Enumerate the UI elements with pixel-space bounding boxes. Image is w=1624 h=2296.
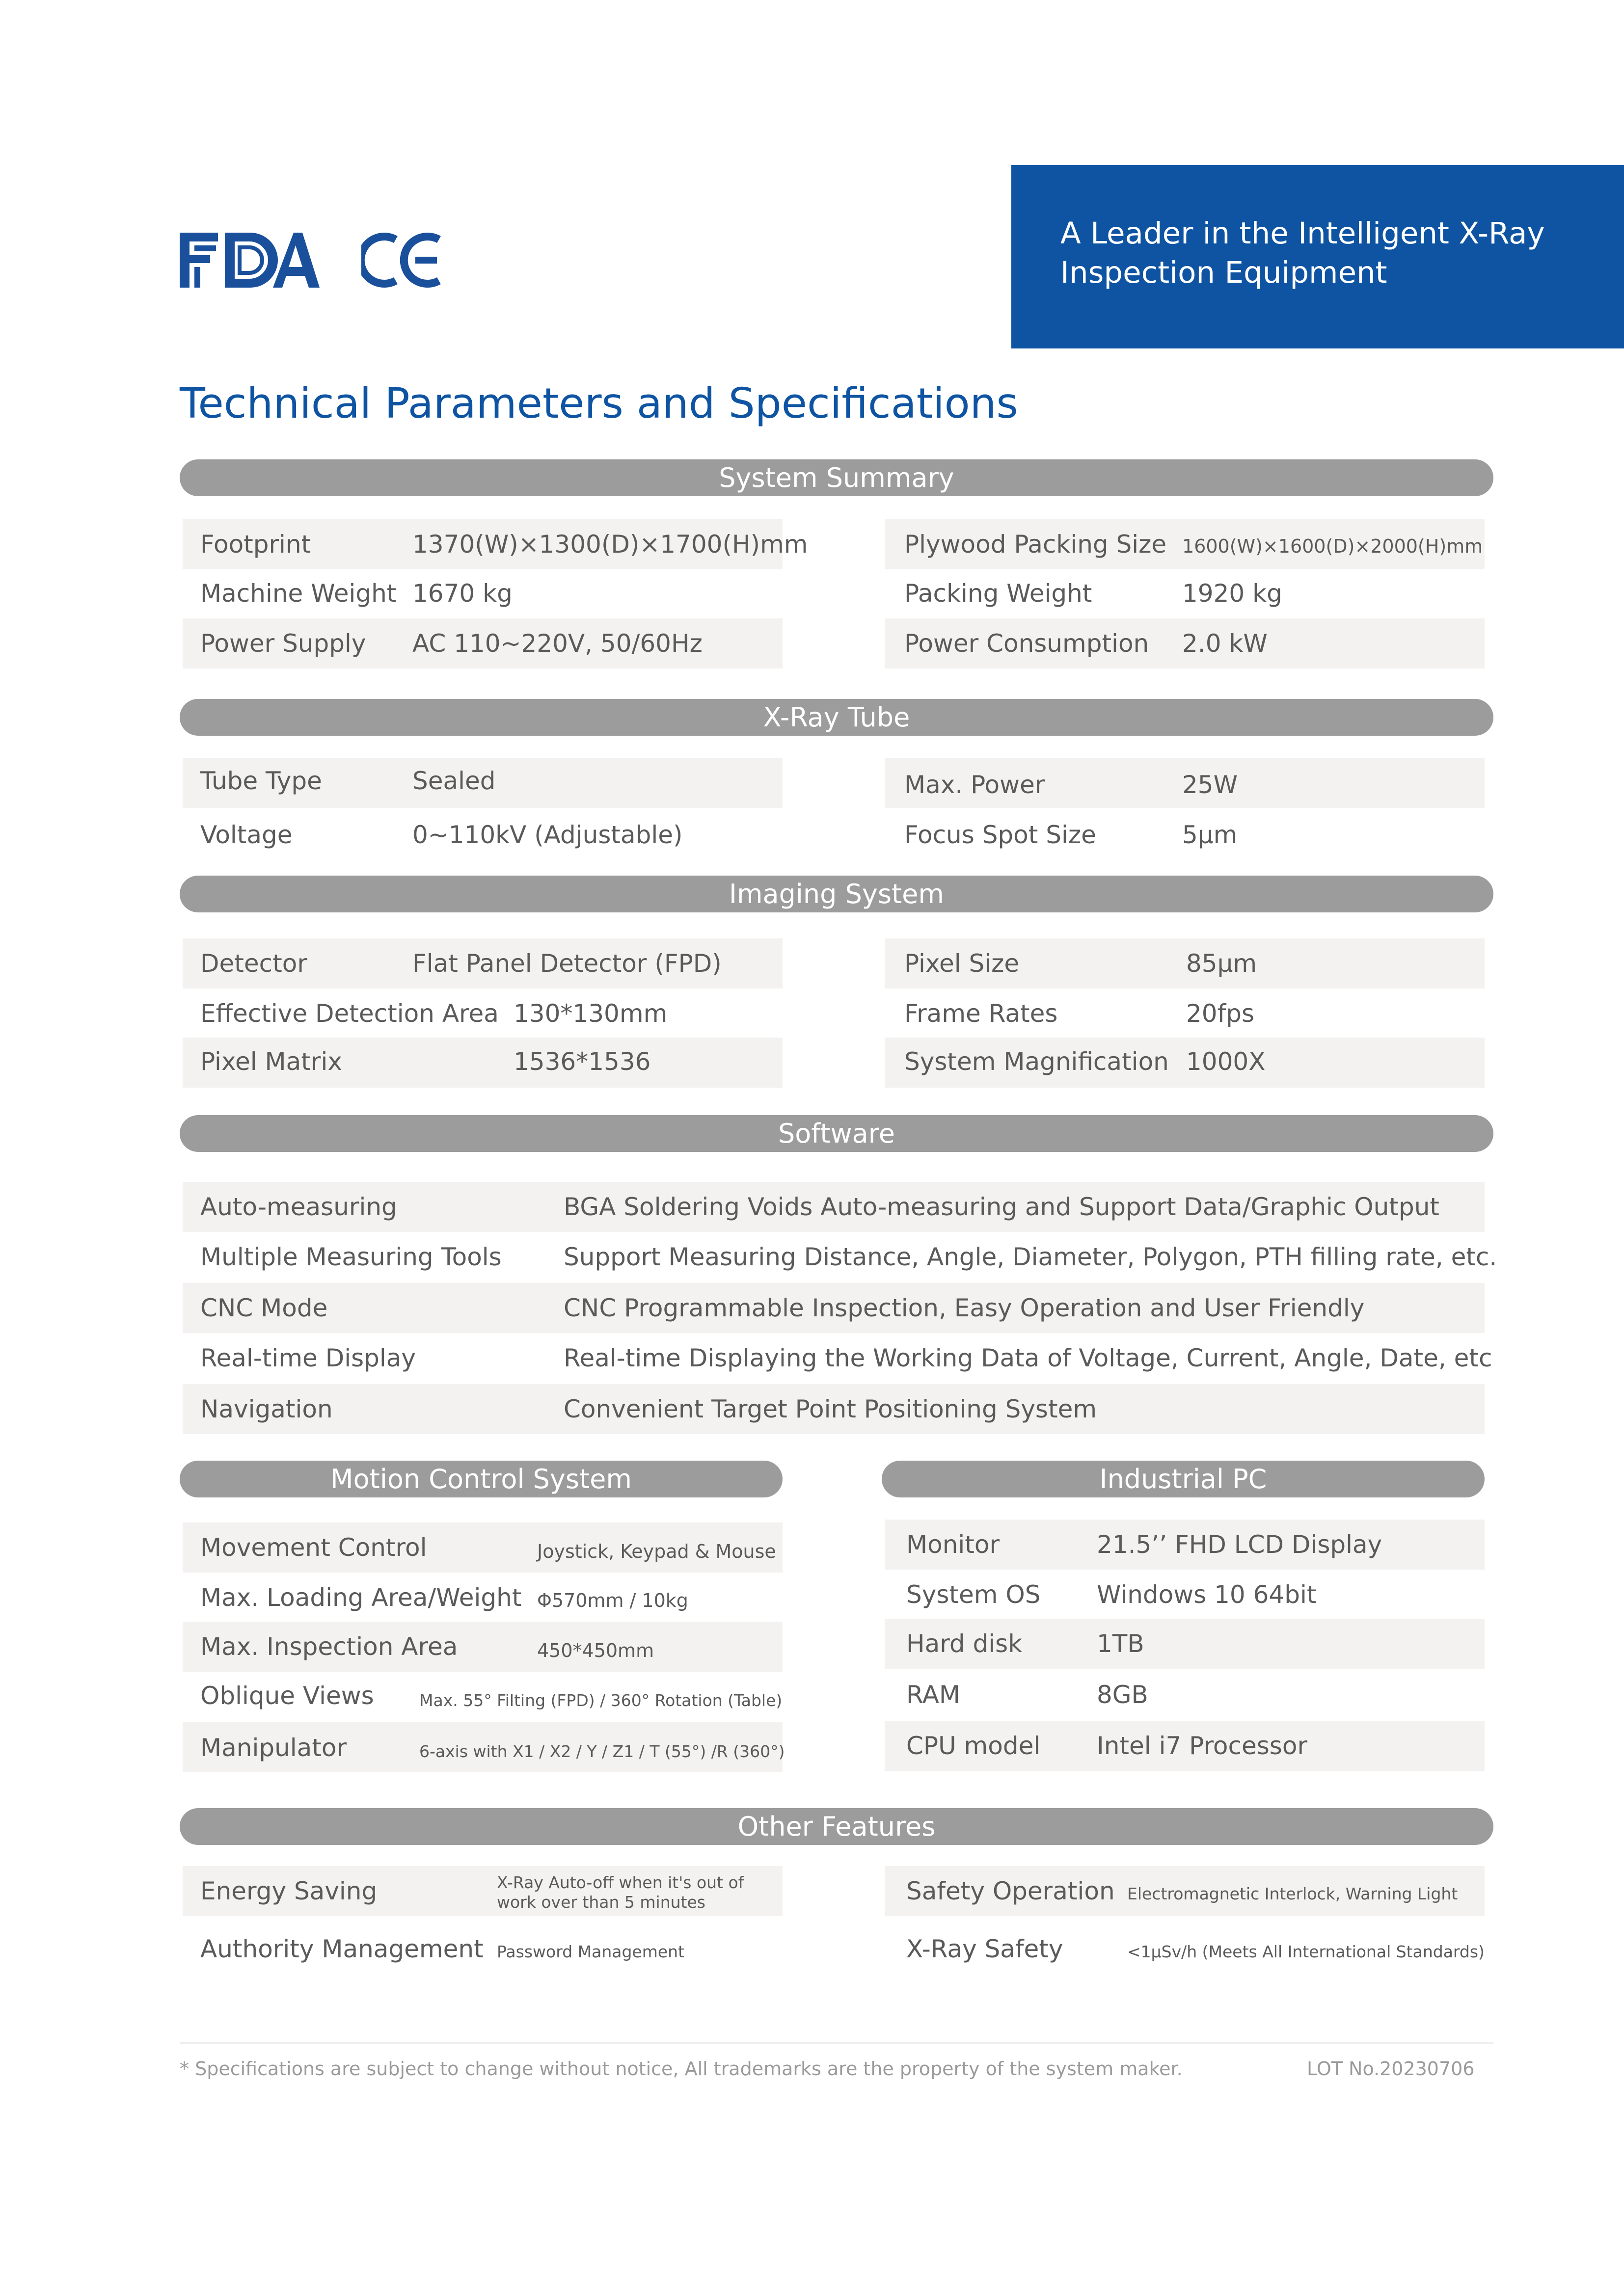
banner-line-1: A Leader in the Intelligent X-Ray <box>1060 216 1545 251</box>
spec-label-plywood-packing-size: Plywood Packing Size <box>904 530 1167 559</box>
spec-value-energy-saving: X-Ray Auto-off when it's out of work over than 5 minutes <box>497 1873 744 1912</box>
page-title: Technical Parameters and Specifications <box>180 379 1018 428</box>
spec-value-xray-safety: <1μSv/h (Meets All International Standards) <box>1127 1942 1485 1961</box>
spec-value-power-supply: AC 110~220V, 50/60Hz <box>412 629 703 658</box>
spec-value-navigation: Convenient Target Point Positioning System <box>564 1395 1097 1423</box>
spec-value-cnc-mode: CNC Programmable Inspection, Easy Operation and User Friendly <box>564 1294 1365 1322</box>
spec-value-packing-weight: 1920 kg <box>1182 579 1282 608</box>
spec-value-system-os: Windows 10 64bit <box>1097 1580 1317 1609</box>
spec-value-max-loading-area-weight: Φ570mm / 10kg <box>537 1590 688 1611</box>
spec-label-system-magnification: System Magnification <box>904 1047 1169 1076</box>
spec-label-power-supply: Power Supply <box>200 629 366 658</box>
spec-label-oblique-views: Oblique Views <box>200 1682 374 1710</box>
spec-value-machine-weight: 1670 kg <box>412 579 513 608</box>
spec-label-footprint: Footprint <box>200 530 311 559</box>
spec-value-authority-management: Password Management <box>497 1942 685 1961</box>
spec-value-plywood-packing-size: 1600(W)×1600(D)×2000(H)mm <box>1182 535 1483 557</box>
spec-label-navigation: Navigation <box>200 1395 333 1423</box>
spec-label-frame-rates: Frame Rates <box>904 999 1058 1028</box>
spec-label-power-consumption: Power Consumption <box>904 629 1149 658</box>
spec-value-footprint: 1370(W)×1300(D)×1700(H)mm <box>412 530 808 559</box>
spec-label-pixel-size: Pixel Size <box>904 949 1020 978</box>
ce-mark-icon <box>361 231 442 290</box>
section-header-system-summary: System Summary <box>180 459 1493 496</box>
spec-value-oblique-views: Max. 55° Filting (FPD) / 360° Rotation (Table) <box>419 1691 783 1710</box>
spec-label-cpu-model: CPU model <box>906 1732 1041 1760</box>
spec-label-cnc-mode: CNC Mode <box>200 1294 328 1322</box>
spec-label-ram: RAM <box>906 1681 961 1709</box>
spec-label-energy-saving: Energy Saving <box>200 1877 378 1905</box>
spec-value-monitor: 21.5’’ FHD LCD Display <box>1097 1530 1382 1559</box>
spec-value-focus-spot-size: 5μm <box>1182 821 1238 849</box>
spec-value-manipulator: 6-axis with X1 / X2 / Y / Z1 / T (55°) /R (360°) <box>419 1742 785 1761</box>
spec-value-detector: Flat Panel Detector (FPD) <box>412 949 722 978</box>
banner-line-2: Inspection Equipment <box>1060 255 1387 290</box>
spec-label-real-time-display: Real-time Display <box>200 1344 416 1372</box>
spec-label-safety-operation: Safety Operation <box>906 1877 1115 1905</box>
section-header-imaging-system: Imaging System <box>180 876 1493 912</box>
spec-label-packing-weight: Packing Weight <box>904 579 1092 608</box>
spec-value-power-consumption: 2.0 kW <box>1182 629 1268 658</box>
spec-label-detector: Detector <box>200 949 307 978</box>
spec-value-safety-operation: Electromagnetic Interlock, Warning Light <box>1127 1884 1458 1903</box>
spec-label-machine-weight: Machine Weight <box>200 579 397 608</box>
spec-label-max-power: Max. Power <box>904 771 1045 799</box>
spec-value-ram: 8GB <box>1097 1681 1148 1709</box>
spec-label-auto-measuring: Auto-measuring <box>200 1193 397 1221</box>
spec-label-effective-detection-area: Effective Detection Area <box>200 999 499 1028</box>
section-header-industrial-pc: Industrial PC <box>882 1461 1485 1497</box>
spec-value-real-time-display: Real-time Displaying the Working Data of Voltage, Current, Angle, Date, etc <box>564 1344 1492 1372</box>
spec-value-system-magnification: 1000X <box>1186 1047 1266 1076</box>
spec-label-focus-spot-size: Focus Spot Size <box>904 821 1096 849</box>
spec-value-voltage: 0~110kV (Adjustable) <box>412 821 683 849</box>
spec-value-max-power: 25W <box>1182 771 1238 799</box>
tagline-banner <box>1011 165 1624 348</box>
spec-value-multiple-measuring-tools: Support Measuring Distance, Angle, Diameter, Polygon, PTH filling rate, etc. <box>564 1243 1497 1271</box>
spec-value-movement-control: Joystick, Keypad & Mouse <box>537 1541 776 1562</box>
spec-value-cpu-model: Intel i7 Processor <box>1097 1732 1308 1760</box>
fda-logo-icon <box>180 231 320 290</box>
spec-label-manipulator: Manipulator <box>200 1734 347 1762</box>
section-header-other-features: Other Features <box>180 1808 1493 1845</box>
footer-lot-number: LOT No.20230706 <box>1307 2058 1475 2080</box>
spec-label-voltage: Voltage <box>200 821 293 849</box>
spec-label-max-inspection-area: Max. Inspection Area <box>200 1632 458 1661</box>
spec-label-tube-type: Tube Type <box>200 767 322 795</box>
spec-label-pixel-matrix: Pixel Matrix <box>200 1047 342 1076</box>
spec-label-system-os: System OS <box>906 1580 1041 1609</box>
section-header-motion-control: Motion Control System <box>180 1461 783 1497</box>
spec-value-auto-measuring: BGA Soldering Voids Auto-measuring and Support Data/Graphic Output <box>564 1193 1439 1221</box>
spec-value-max-inspection-area: 450*450mm <box>537 1640 654 1661</box>
spec-label-max-loading-area-weight: Max. Loading Area/Weight <box>200 1583 522 1612</box>
spec-label-xray-safety: X-Ray Safety <box>906 1935 1063 1963</box>
section-header-software: Software <box>180 1115 1493 1152</box>
section-header-xray-tube: X-Ray Tube <box>180 699 1493 736</box>
spec-value-effective-detection-area: 130*130mm <box>514 999 668 1028</box>
spec-label-monitor: Monitor <box>906 1530 1000 1559</box>
spec-value-hard-disk: 1TB <box>1097 1629 1144 1658</box>
spec-label-multiple-measuring-tools: Multiple Measuring Tools <box>200 1243 502 1271</box>
spec-label-hard-disk: Hard disk <box>906 1629 1023 1658</box>
spec-value-tube-type: Sealed <box>412 767 496 795</box>
spec-label-movement-control: Movement Control <box>200 1533 427 1562</box>
spec-value-pixel-size: 85μm <box>1186 949 1257 978</box>
footer-disclaimer: * Specifications are subject to change without notice, All trademarks are the property of the system maker. <box>180 2058 1183 2080</box>
spec-value-pixel-matrix: 1536*1536 <box>514 1047 651 1076</box>
spec-label-authority-management: Authority Management <box>200 1935 484 1963</box>
footer-divider <box>180 2042 1493 2044</box>
spec-value-frame-rates: 20fps <box>1186 999 1255 1028</box>
